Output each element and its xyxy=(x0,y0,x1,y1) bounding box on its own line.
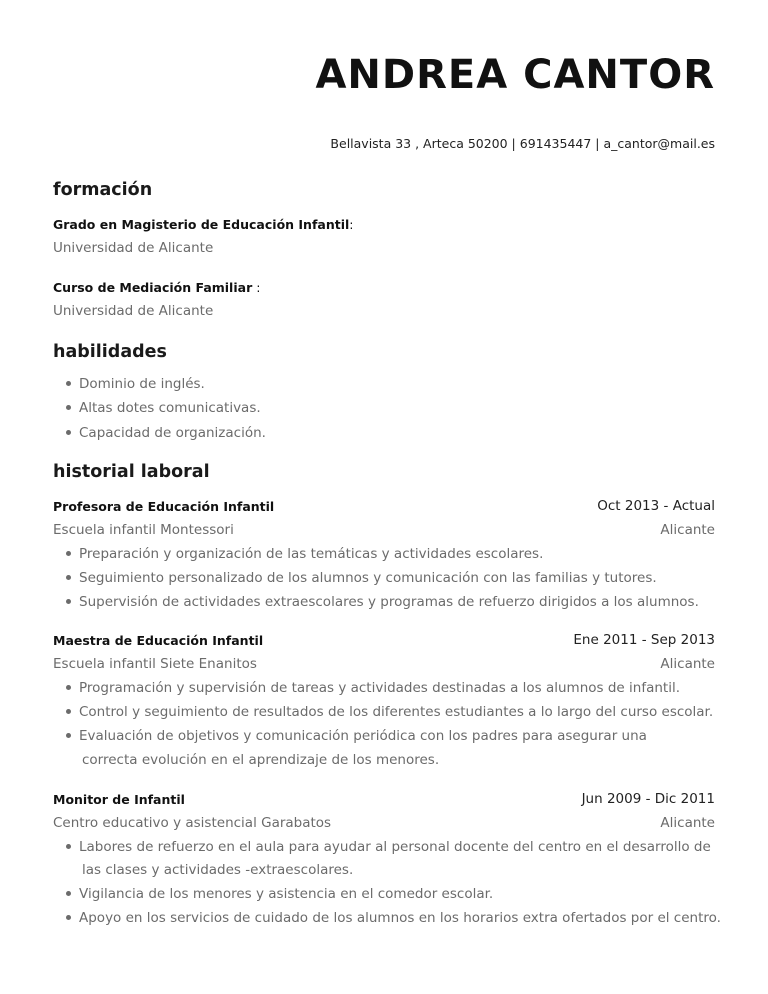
job-location: Alicante xyxy=(660,656,715,672)
degree-name: Curso de Mediación Familiar xyxy=(53,280,253,295)
candidate-name: ANDREA CANTOR xyxy=(315,52,715,98)
job-bullet: Evaluación de objetivos y comunicación periódica con los padres para asegurar una xyxy=(66,728,726,744)
job-company: Escuela infantil Montessori xyxy=(53,522,234,538)
job-location: Alicante xyxy=(660,815,715,831)
bullet-icon xyxy=(66,733,71,738)
skill-item: Dominio de inglés. xyxy=(66,376,726,392)
section-title-historial: historial laboral xyxy=(53,462,210,482)
bullet-icon xyxy=(66,430,71,435)
bullet-icon xyxy=(66,709,71,714)
degree-colon: : xyxy=(349,217,354,232)
bullet-icon xyxy=(66,915,71,920)
bullet-icon xyxy=(66,844,71,849)
section-title-habilidades: habilidades xyxy=(53,342,167,362)
job-company: Escuela infantil Siete Enanitos xyxy=(53,656,257,672)
job-company: Centro educativo y asistencial Garabatos xyxy=(53,815,332,831)
bullet-icon xyxy=(66,575,71,580)
skill-item: Altas dotes comunicativas. xyxy=(66,400,726,416)
education-degree xyxy=(53,217,354,232)
job-bullet: Vigilancia de los menores y asistencia en el comedor escolar. xyxy=(66,886,726,902)
job-bullet: Supervisión de actividades extraescolares y programas de refuerzo dirigidos a los alumnos. xyxy=(66,594,726,610)
education-institution: Universidad de Alicante xyxy=(53,303,214,319)
job-bullet: Labores de refuerzo en el aula para ayudar al personal docente del centro en el desarrollo de xyxy=(66,839,726,855)
bullet-icon xyxy=(66,685,71,690)
job-dates: Oct 2013 - Actual xyxy=(597,498,715,514)
education-degree xyxy=(53,280,260,295)
section-title-formacion: formación xyxy=(53,180,153,200)
job-bullet: Control y seguimiento de resultados de los diferentes estudiantes a lo largo del curso escolar. xyxy=(66,704,726,720)
job-dates: Jun 2009 - Dic 2011 xyxy=(581,791,715,807)
bullet-icon xyxy=(66,599,71,604)
bullet-icon xyxy=(66,381,71,386)
skill-item: Capacidad de organización. xyxy=(66,425,726,441)
bullet-icon xyxy=(66,551,71,556)
job-dates: Ene 2011 - Sep 2013 xyxy=(573,632,715,648)
job-location: Alicante xyxy=(660,522,715,538)
bullet-icon xyxy=(66,405,71,410)
job-title: Monitor de Infantil xyxy=(53,792,185,807)
degree-colon: : xyxy=(252,280,261,295)
job-bullet: Preparación y organización de las temáticas y actividades escolares. xyxy=(66,546,726,562)
bullet-icon xyxy=(66,891,71,896)
job-bullet: Seguimiento personalizado de los alumnos y comunicación con las familias y tutores. xyxy=(66,570,726,586)
job-title: Profesora de Educación Infantil xyxy=(53,499,275,514)
job-bullet: Apoyo en los servicios de cuidado de los alumnos en los horarios extra ofertados por el centro. xyxy=(66,910,726,926)
job-title: Maestra de Educación Infantil xyxy=(53,633,264,648)
education-institution: Universidad de Alicante xyxy=(53,240,214,256)
job-bullet: Programación y supervisión de tareas y actividades destinadas a los alumnos de infantil. xyxy=(66,680,726,696)
degree-name: Grado en Magisterio de Educación Infantil xyxy=(53,217,350,232)
job-bullet-continuation: correcta evolución en el aprendizaje de los menores. xyxy=(82,752,440,768)
job-bullet-continuation: las clases y actividades -extraescolares. xyxy=(82,862,354,878)
contact-info: Bellavista 33 , Arteca 50200 | 691435447 | a_cantor@mail.es xyxy=(330,136,715,151)
